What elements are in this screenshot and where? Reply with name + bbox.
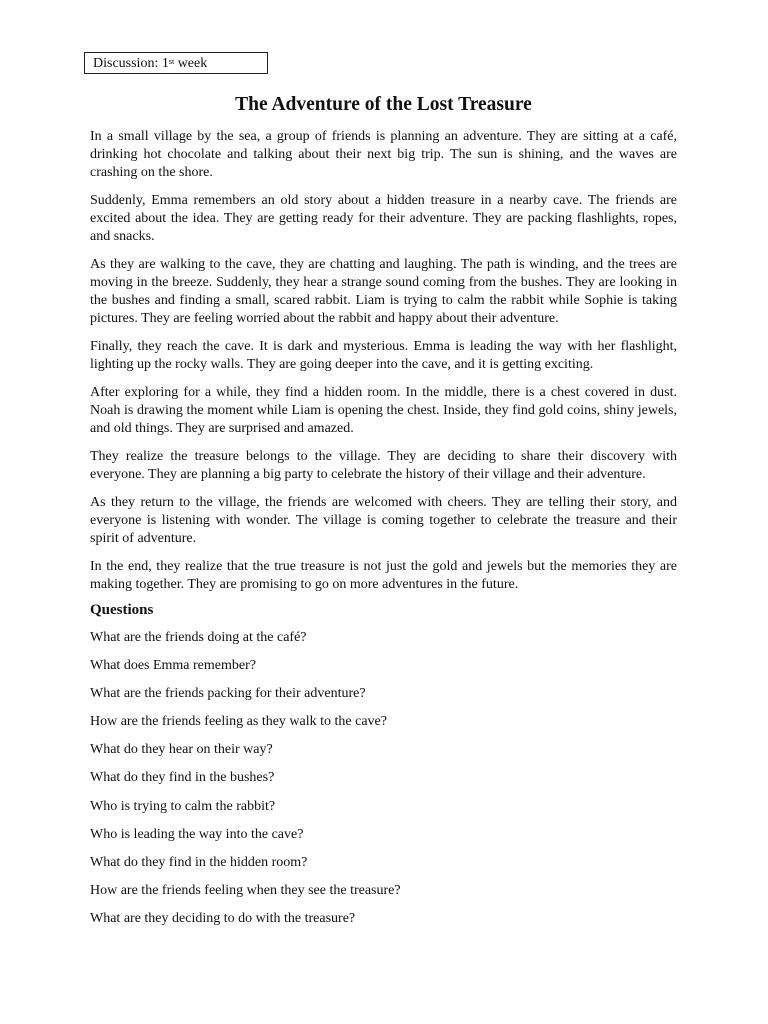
questions-list	[90, 629, 401, 938]
question-item: What do they hear on their way?	[90, 742, 273, 758]
story-paragraph: They realize the treasure belongs to the village. They are deciding to share their discovery with everyone. They are planning a big party to celebrate the history of their village and their adventure.	[90, 449, 677, 482]
story-paragraph: Finally, they reach the cave. It is dark and mysterious. Emma is leading the way with her flashlight, lighting up the rocky walls. They are going deeper into the cave, and it is getting exciting.	[90, 339, 677, 372]
story-paragraph: In the end, they realize that the true treasure is not just the gold and jewels but the memories they are making together. They are promising to go on more adventures in the future.	[90, 559, 677, 592]
question-item: Who is trying to calm the rabbit?	[90, 798, 276, 814]
question-item: What do they find in the bushes?	[90, 770, 275, 786]
question-item: Who is leading the way into the cave?	[90, 826, 304, 842]
question-item: What does Emma remember?	[90, 658, 256, 674]
question-item: How are the friends feeling when they see the treasure?	[90, 882, 401, 898]
discussion-week-label	[84, 52, 268, 74]
question-item: What are the friends packing for their adventure?	[90, 686, 366, 702]
question-item: What do they find in the hidden room?	[90, 854, 308, 870]
discussion-label-prefix: Discussion: 1	[93, 56, 169, 71]
story-body	[90, 128, 677, 604]
discussion-label-suffix: week	[174, 56, 208, 71]
story-paragraph: Suddenly, Emma remembers an old story about a hidden treasure in a nearby cave. The friends are excited about the idea. They are getting ready for their adventure. They are packing flashlights, ropes, and snacks.	[90, 193, 677, 244]
story-paragraph: As they are walking to the cave, they are chatting and laughing. The path is winding, and the trees are moving in the breeze. Suddenly, they hear a strange sound coming from the bushes. They are looking in the bushes and finding a small, scared rabbit. Liam is trying to calm the rabbit while Sophie is taking pictures. They are feeling worried about the rabbit and happy about their adventure.	[90, 257, 677, 326]
question-item: What are they deciding to do with the treasure?	[90, 910, 356, 926]
story-paragraph: After exploring for a while, they find a hidden room. In the middle, there is a chest covered in dust. Noah is drawing the moment while Liam is opening the chest. Inside, they find gold coins, shiny jewels, and old things. They are surprised and amazed.	[90, 385, 677, 436]
questions-heading: Questions	[90, 602, 154, 618]
discussion-label-ordinal: st	[168, 57, 175, 66]
story-paragraph: As they return to the village, the friends are welcomed with cheers. They are telling their story, and everyone is listening with wonder. The village is coming together to celebrate the treasure and their spirit of adventure.	[90, 495, 677, 546]
story-title: The Adventure of the Lost Treasure	[235, 94, 532, 115]
question-item: What are the friends doing at the café?	[90, 630, 307, 645]
question-item: How are the friends feeling as they walk to the cave?	[90, 714, 387, 730]
story-paragraph: In a small village by the sea, a group of friends is planning an adventure. They are sitting at a café, drinking hot chocolate and talking about their next big trip. The sun is shining, and the waves are crashing on the shore.	[90, 129, 677, 180]
